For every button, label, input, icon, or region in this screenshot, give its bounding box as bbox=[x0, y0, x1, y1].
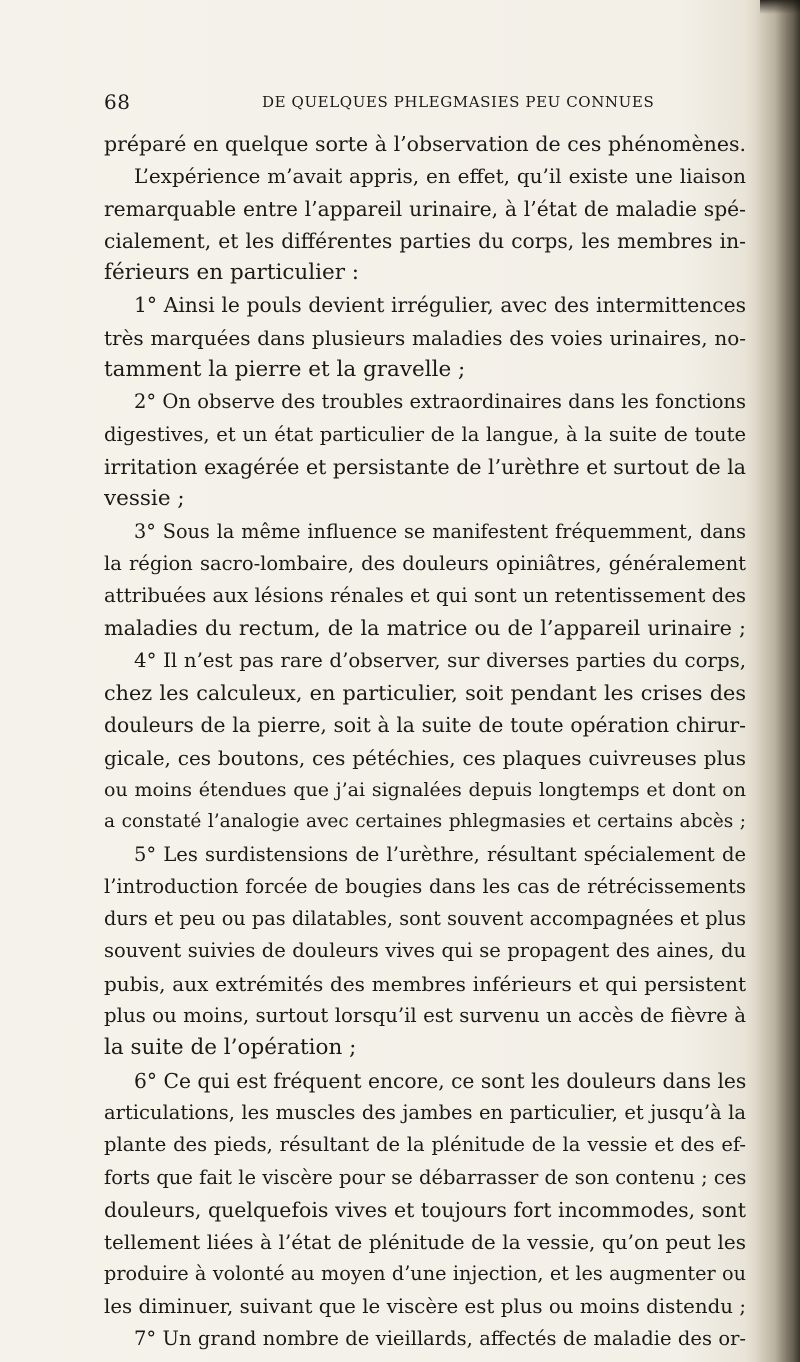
text-line: la région sacro-lombaire, des douleurs opiniâtres, généralement bbox=[104, 551, 746, 575]
text-line: 4° Il n’est pas rare d’observer, sur diverses parties du corps, bbox=[134, 648, 746, 672]
text-line: souvent suivies de douleurs vives qui se propagent des aines, du bbox=[104, 939, 746, 963]
text-line: préparé en quelque sorte à l’observation de ces phénomènes. bbox=[104, 132, 746, 156]
text-line: forts que fait le viscère pour se débarrasser de son contenu ; ces bbox=[104, 1165, 746, 1189]
text-line: attribuées aux lésions rénales et qui sont un retentissement des bbox=[104, 584, 746, 608]
text-line: tamment la pierre et la gravelle ; bbox=[104, 357, 466, 383]
text-line: l’introduction forcée de bougies dans les cas de rétrécissements bbox=[104, 874, 746, 898]
text-line: chez les calculeux, en particulier, soit pendant les crises des bbox=[104, 681, 746, 706]
page-number: 68 bbox=[104, 90, 131, 114]
text-line: 2° On observe des troubles extraordinaires dans les fonctions bbox=[134, 390, 746, 414]
text-line: maladies du rectum, de la matrice ou de l’appareil urinaire ; bbox=[104, 616, 746, 641]
text-line: très marquées dans plusieurs maladies des voies urinaires, no- bbox=[104, 325, 746, 350]
text-line: durs et peu ou pas dilatables, sont souvent accompagnées et plus bbox=[104, 907, 746, 931]
text-line: 6° Ce qui est fréquent encore, ce sont les douleurs dans les bbox=[134, 1068, 746, 1093]
text-line: tellement liées à l’état de plénitude de la vessie, qu’on peut les bbox=[104, 1230, 746, 1255]
body-text bbox=[104, 128, 746, 1355]
text-line: douleurs de la pierre, soit à la suite de toute opération chirur- bbox=[104, 713, 746, 738]
text-line: 5° Les surdistensions de l’urèthre, résultant spécialement de bbox=[134, 842, 746, 866]
text-line: la suite de l’opération ; bbox=[104, 1035, 357, 1061]
page-edge-shadow bbox=[754, 0, 800, 1362]
text-line: a constaté l’analogie avec certaines phlegmasies et certains abcès ; bbox=[104, 811, 746, 833]
text-line: douleurs, quelquefois vives et toujours fort incommodes, sont bbox=[104, 1197, 746, 1222]
text-line: cialement, et les différentes parties du corps, les membres in- bbox=[104, 228, 746, 253]
text-line: plante des pieds, résultant de la plénitude de la vessie et des ef- bbox=[104, 1133, 746, 1157]
page-header bbox=[104, 90, 744, 118]
text-line: férieurs en particulier : bbox=[104, 260, 360, 286]
text-line: 7° Un grand nombre de vieillards, affectés de maladie des or- bbox=[134, 1326, 746, 1350]
text-line: ou moins étendues que j’ai signalées depuis longtemps et dont on bbox=[104, 778, 746, 801]
text-line: vessie ; bbox=[104, 486, 185, 512]
text-line: L’expérience m’avait appris, en effet, qu’il existe une liaison bbox=[134, 164, 746, 189]
text-line: 3° Sous la même influence se manifestent fréquemment, dans bbox=[134, 519, 746, 543]
text-line: les diminuer, suivant que le viscère est plus ou moins distendu ; bbox=[104, 1294, 746, 1318]
text-line: gicale, ces boutons, ces pétéchies, ces plaques cuivreuses plus bbox=[104, 745, 746, 770]
text-line: produire à volonté au moyen d’une injection, et les augmenter ou bbox=[104, 1262, 746, 1286]
text-line: pubis, aux extrémités des membres inférieurs et qui persistent bbox=[104, 971, 746, 996]
text-line: digestives, et un état particulier de la langue, à la suite de toute bbox=[104, 422, 746, 446]
text-line: 1° Ainsi le pouls devient irrégulier, avec des intermittences bbox=[134, 293, 746, 318]
text-line: remarquable entre l’appareil urinaire, à l’état de maladie spé- bbox=[104, 196, 746, 221]
text-line: articulations, les muscles des jambes en particulier, et jusqu’à la bbox=[104, 1100, 746, 1124]
running-title: DE QUELQUES PHLEGMASIES PEU CONNUES bbox=[262, 93, 655, 111]
text-line: irritation exagérée et persistante de l’urèthre et surtout de la bbox=[104, 454, 746, 479]
text-line: plus ou moins, surtout lorsqu’il est survenu un accès de fièvre à bbox=[104, 1004, 746, 1028]
